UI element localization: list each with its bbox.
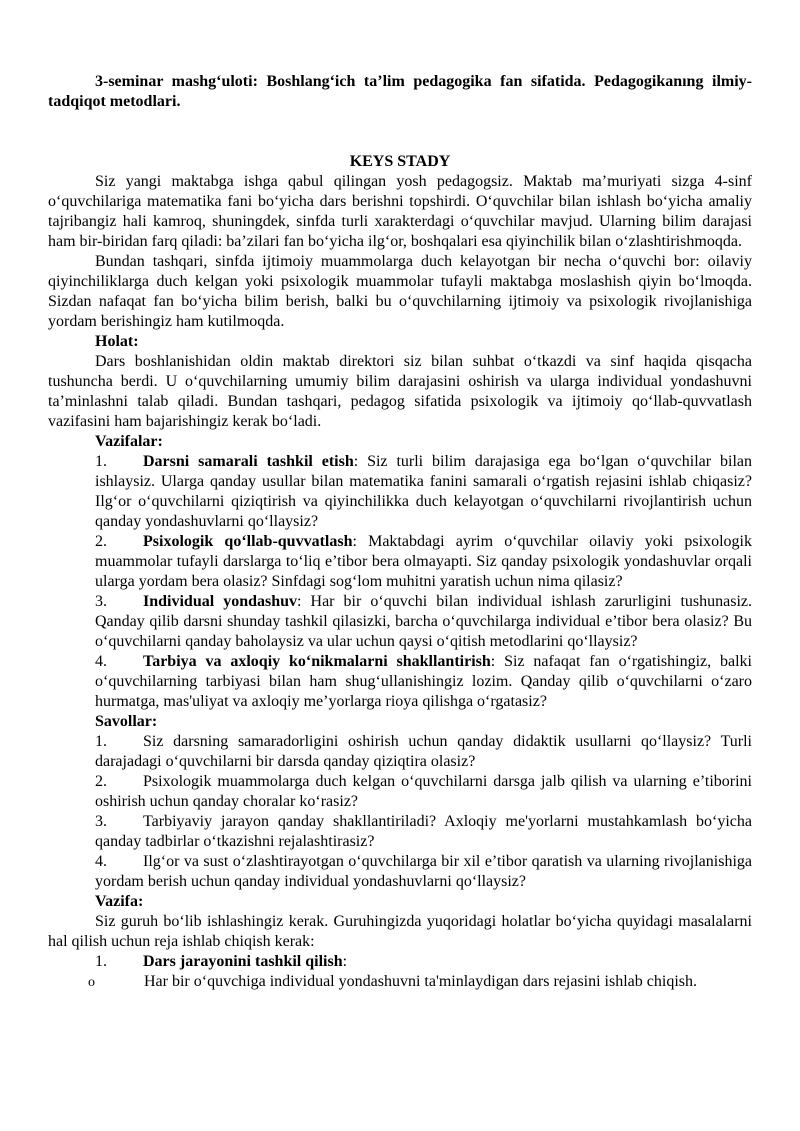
savollar-item bbox=[48, 732, 752, 772]
spacer bbox=[48, 112, 752, 152]
item-text: Tarbiyaviy jarayon qanday shakllantiriladi? Axloqiy me'yorlarni mustahkamlash bo‘yicha qanday tadbirlar o‘tkazishni rejalashtirasiz? bbox=[95, 813, 752, 850]
seminar-title: 3-seminar mashg‘uloti: Boshlang‘ich ta’lim pedagogika fan sifatida. Pedagogikanıng ilmiy-tadqiqot metodlari. bbox=[48, 73, 752, 110]
savollar-item bbox=[48, 812, 752, 852]
item-text: : Siz nafaqat fan o‘rgatishingiz, balki o‘quvchilarning tarbiyasi bilan ham shug‘ullanishingiz lozim. Qanday qilib o‘quvchilarni o‘zaro hurmatga, mas'uliyat va axloqiy me’yorlarga rioya qilishga o‘rgatasiz? bbox=[95, 653, 752, 710]
vazifalar-item bbox=[48, 592, 752, 652]
intro-paragraph-1: Siz yangi maktabga ishga qabul qilingan yosh pedagogsiz. Maktab ma’muriyati sizga 4-sinf o‘quvchilariga matematika fani bo‘yicha dars berishni topshirdi. O‘quvchilar bilan ishlash bo‘yicha amaliy tajribangiz hali kamroq, shuningdek, sinfda turli xarakterdagi o‘quvchilar mavjud. Ularning bilim darajasi ham bir-biridan farq qiladi: ba’zilari fan bo‘yicha ilg‘or, boshqalari esa qiyinchilik bilan o‘zlashtirishmoqda. bbox=[48, 173, 752, 250]
item-title: Individual yondashuv bbox=[143, 593, 298, 610]
savollar-item bbox=[48, 852, 752, 892]
bullet-text: Har bir o‘quvchiga individual yondashuvni ta'minlaydigan dars rejasini ishlab chiqish. bbox=[144, 973, 697, 990]
item-title: Dars jarayonini tashkil qilish bbox=[143, 953, 343, 970]
item-number: 1. bbox=[95, 733, 107, 750]
item-number: 1. bbox=[95, 953, 107, 970]
document-body bbox=[48, 72, 752, 993]
item-text: : Har bir o‘quvchi bilan individual ishlash zarurligini tushunasiz. Qanday qilib darsni shunday tashkil qilasizki, barcha o‘quvchilarga individual e’tibor bera olasiz? Bu o‘quvchilarni qanday baholaysiz va ular uchun qaysi o‘qitish metodlarini qo‘llaysiz? bbox=[95, 593, 752, 650]
intro-paragraph-2: Bundan tashqari, sinfda ijtimoiy muammolarga duch kelayotgan bir necha o‘quvchi bor: oilaviy qiyinchiliklarga duch kelgan yoki psixologik muammolar tufayli maktabga moslashish qiyin bo‘lmoqda. Sizdan nafaqat fan bo‘yicha bilim berish, balki bu o‘quvchilarning ijtimoiy va psixologik rivojlanishiga yordam berishingiz ham kutilmoqda. bbox=[48, 253, 752, 330]
vazifa-heading: Vazifa: bbox=[95, 893, 144, 910]
item-text: Psixologik muammolarga duch kelgan o‘quvchilarni darsga jalb qilish va ularning e’tiborini oshirish uchun qanday choralar ko‘rasiz? bbox=[95, 773, 752, 810]
item-text: Ilg‘or va sust o‘zlashtirayotgan o‘quvchilarga bir xil e’tibor qaratish va ularning rivojlanishiga yordam berish uchun qanday individual yondashuvlarni qo‘llaysiz? bbox=[95, 853, 752, 890]
item-number: 2. bbox=[95, 773, 107, 790]
item-number: 3. bbox=[95, 813, 107, 830]
savollar-heading: Savollar: bbox=[95, 713, 158, 730]
vazifalar-heading: Vazifalar: bbox=[95, 433, 163, 450]
vazifalar-item bbox=[48, 532, 752, 592]
circle-bullet-icon: o bbox=[88, 975, 95, 990]
item-number: 4. bbox=[95, 653, 107, 670]
vazifa-bullet-item bbox=[48, 972, 752, 993]
item-text: Siz darsning samaradorligini oshirish uchun qanday didaktik usullarni qo‘llaysiz? Turli darajadagi o‘quvchilarni bir darsda qanday qiziqtira olasiz? bbox=[95, 733, 752, 770]
item-title: Tarbiya va axloqiy ko‘nikmalarni shakllantirish bbox=[143, 653, 491, 670]
item-number: 4. bbox=[95, 853, 107, 870]
item-text: : Siz turli bilim darajasiga ega bo‘lgan o‘quvchilar bilan ishlaysiz. Ularga qanday usullar bilan matematika fanini samarali o‘rgatish rejasini ishlab chiqasiz? Ilg‘or o‘quvchilarni qiziqtirish va qiyinchilikka duch kelayotgan o‘quvchilarni rivojlantirish uchun qanday yondashuvlarni qo‘llaysiz? bbox=[95, 453, 752, 530]
holat-paragraph: Dars boshlanishidan oldin maktab direktori siz bilan suhbat o‘tkazdi va sinf haqida qisqacha tushuncha berdi. U o‘quvchilarning umumiy bilim darajasini oshirish va ularga individual yondashuvni ta’minlashni talab qiladi. Bundan tashqari, pedagog sifatida psixologik va ijtimoiy qo‘llab-quvvatlash vazifasini ham bajarishingiz kerak bo‘ladi. bbox=[48, 353, 752, 430]
vazifa-paragraph: Siz guruh bo‘lib ishlashingiz kerak. Guruhingizda yuqoridagi holatlar bo‘yicha quyidagi masalalarni hal qilish uchun reja ishlab chiqish kerak: bbox=[48, 913, 752, 950]
savollar-item bbox=[48, 772, 752, 812]
item-title: Psixologik qo‘llab-quvvatlash bbox=[143, 533, 353, 550]
vazifalar-item bbox=[48, 652, 752, 712]
item-number: 3. bbox=[95, 593, 107, 610]
case-heading: KEYS STADY bbox=[349, 153, 451, 170]
vazifalar-item bbox=[48, 452, 752, 532]
item-colon: : bbox=[342, 953, 348, 970]
holat-heading: Holat: bbox=[95, 333, 139, 350]
item-title: Darsni samarali tashkil etish bbox=[143, 453, 354, 470]
item-text: : Maktabdagi ayrim o‘quvchilar oilaviy yoki psixologik muammolar tufayli darslarga to‘liq e’tibor bera olmayapti. Siz qanday psixologik yondashuvlar orqali ularga yordam bera olasiz? Sinfdagi sog‘lom muhitni yaratish uchun nima qilasiz? bbox=[95, 533, 752, 590]
item-number: 1. bbox=[95, 453, 107, 470]
item-number: 2. bbox=[95, 533, 107, 550]
vazifa-item bbox=[48, 952, 752, 972]
